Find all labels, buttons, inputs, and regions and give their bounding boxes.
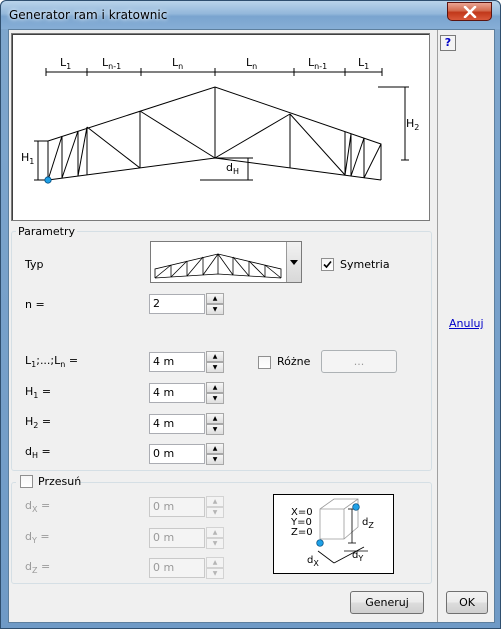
dy-spin-down-button[interactable]: ▼ <box>206 538 224 549</box>
dx-spin-up-button[interactable]: ▲ <box>206 496 224 507</box>
dropdown-arrow-button[interactable] <box>286 242 301 282</box>
shift-label[interactable]: Przesuń <box>38 475 82 488</box>
dz-spinner[interactable] <box>206 557 224 579</box>
shift-legend <box>16 474 80 490</box>
help-button[interactable]: ? <box>440 35 456 51</box>
h1-label: $H_1$ = <box>25 385 52 400</box>
main-area <box>9 30 434 624</box>
dh-input[interactable]: 0 m <box>149 444 205 464</box>
dz-spin-down-button[interactable]: ▼ <box>206 568 224 579</box>
hint-x-zero: X=0 <box>291 507 313 518</box>
n-label: n = <box>25 298 45 311</box>
type-label: Typ <box>25 258 44 271</box>
side-panel <box>437 30 494 622</box>
h1-spin-up-button[interactable]: ▲ <box>206 382 224 393</box>
h2-spin-up-button[interactable]: ▲ <box>206 413 224 424</box>
dim-label-l1-left: $L_1$ <box>60 56 72 71</box>
dim-label-ln-left: $L_n$ <box>172 56 184 71</box>
dz-label: $d_Z$ = <box>25 560 51 575</box>
window-title: Generator ram i kratownic <box>9 8 168 22</box>
dh-spinner[interactable] <box>206 443 224 465</box>
cancel-link[interactable]: Anuluj <box>449 317 484 330</box>
n-spinner[interactable] <box>206 293 224 315</box>
dy-input[interactable]: 0 m <box>149 528 205 548</box>
generate-button[interactable]: Generuj <box>350 591 424 614</box>
h1-spinner[interactable] <box>206 382 224 404</box>
symmetry-label[interactable]: Symetria <box>340 258 390 271</box>
h2-label: $H_2$ = <box>25 415 52 430</box>
dh-label: $d_H$ = <box>25 445 51 460</box>
l-input[interactable]: 4 m <box>149 352 205 372</box>
l-spin-down-button[interactable]: ▼ <box>206 362 224 373</box>
dh-spin-down-button[interactable]: ▼ <box>206 454 224 465</box>
dim-label-ln1-left: $L_{n-1}$ <box>102 56 122 71</box>
rozne-label[interactable]: Różne <box>277 355 311 368</box>
n-spin-up-button[interactable]: ▲ <box>206 293 224 304</box>
title-bar[interactable] <box>1 1 500 29</box>
h1-input[interactable]: 4 m <box>149 383 205 403</box>
dim-label-l1-right: $L_1$ <box>358 56 370 71</box>
dy-spin-up-button[interactable]: ▲ <box>206 527 224 538</box>
n-input[interactable]: 2 <box>149 294 205 314</box>
hint-z-zero: Z=0 <box>291 527 313 538</box>
chevron-down-icon <box>290 260 298 265</box>
origin-node-marker <box>45 177 51 183</box>
shift-checkbox[interactable] <box>20 475 33 488</box>
n-spin-down-button[interactable]: ▼ <box>206 304 224 315</box>
dim-label-h2: $H_2$ <box>406 117 420 132</box>
dz-spin-up-button[interactable]: ▲ <box>206 557 224 568</box>
dx-input[interactable]: 0 m <box>149 497 205 517</box>
symmetry-checkbox[interactable] <box>321 258 334 271</box>
close-icon <box>463 6 477 18</box>
hint-dz-label: $d_Z$ <box>362 517 374 530</box>
shift-hint-diagram <box>273 494 394 574</box>
hint-dx-label: $d_X$ <box>307 555 319 568</box>
rozne-checkbox[interactable] <box>258 356 271 369</box>
h2-spin-down-button[interactable]: ▼ <box>206 424 224 435</box>
l-spin-up-button[interactable]: ▲ <box>206 351 224 362</box>
dz-input[interactable]: 0 m <box>149 558 205 578</box>
dx-spin-down-button[interactable]: ▼ <box>206 507 224 518</box>
h2-input[interactable]: 4 m <box>149 414 205 434</box>
rozne-dots-button[interactable]: ... <box>321 350 397 373</box>
checkmark-icon <box>322 259 333 270</box>
l-spinner[interactable] <box>206 351 224 373</box>
dx-spinner[interactable] <box>206 496 224 518</box>
hint-y-zero: Y=0 <box>291 517 312 528</box>
h1-spin-down-button[interactable]: ▼ <box>206 393 224 404</box>
dim-label-dh: $d_H$ <box>226 161 239 176</box>
dy-spinner[interactable] <box>206 527 224 549</box>
l-label: $L_1;...;L_n$ = <box>25 354 79 369</box>
dim-label-ln-right: $L_n$ <box>246 56 258 71</box>
truss-type-thumbnail <box>151 242 286 282</box>
parameters-legend: Parametry <box>18 225 75 238</box>
dx-label: $d_X$ = <box>25 499 51 514</box>
hint-dy-label: $d_Y$ <box>352 550 364 563</box>
dim-label-ln1-right: $L_{n-1}$ <box>308 56 328 71</box>
dh-spin-up-button[interactable]: ▲ <box>206 443 224 454</box>
h2-spinner[interactable] <box>206 413 224 435</box>
dy-label: $d_Y$ = <box>25 530 50 545</box>
ok-button[interactable]: OK <box>446 591 488 614</box>
close-button[interactable] <box>447 2 492 21</box>
truss-type-dropdown[interactable] <box>150 241 302 283</box>
dim-label-h1: $H_1$ <box>21 151 35 166</box>
truss-preview <box>11 33 430 221</box>
dialog-client-area <box>8 29 495 623</box>
